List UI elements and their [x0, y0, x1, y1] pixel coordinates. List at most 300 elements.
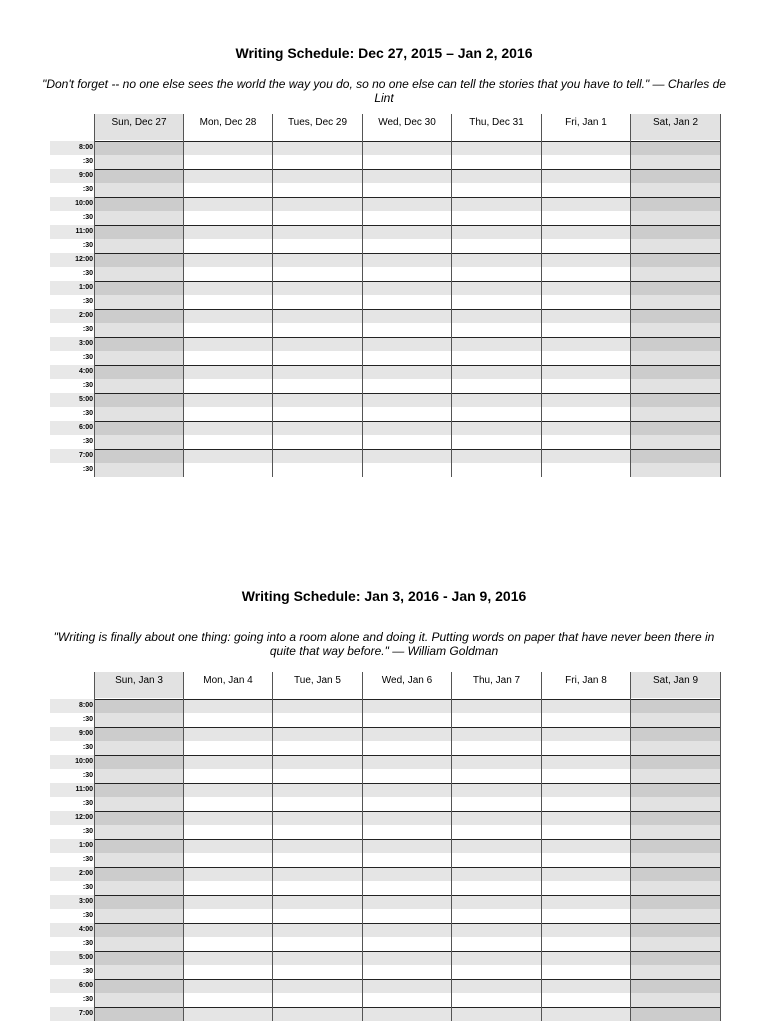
schedule-cell[interactable]: [631, 267, 720, 281]
schedule-cell[interactable]: [184, 769, 272, 783]
schedule-cell[interactable]: [363, 225, 451, 239]
schedule-cell[interactable]: [273, 993, 362, 1007]
schedule-cell[interactable]: [631, 965, 720, 979]
schedule-cell[interactable]: [95, 881, 183, 895]
schedule-cell[interactable]: [452, 839, 541, 853]
schedule-cell[interactable]: [542, 965, 630, 979]
schedule-cell[interactable]: [184, 309, 272, 323]
schedule-cell[interactable]: [363, 699, 451, 713]
schedule-cell[interactable]: [452, 825, 541, 839]
schedule-cell[interactable]: [452, 183, 541, 197]
schedule-cell[interactable]: [273, 225, 362, 239]
schedule-cell[interactable]: [95, 769, 183, 783]
schedule-cell[interactable]: [631, 755, 720, 769]
schedule-cell[interactable]: [184, 239, 272, 253]
schedule-cell[interactable]: [95, 909, 183, 923]
schedule-cell[interactable]: [452, 253, 541, 267]
schedule-cell[interactable]: [95, 281, 183, 295]
schedule-cell[interactable]: [452, 1007, 541, 1021]
schedule-cell[interactable]: [363, 727, 451, 741]
schedule-cell[interactable]: [452, 225, 541, 239]
schedule-cell[interactable]: [542, 713, 630, 727]
schedule-cell[interactable]: [452, 309, 541, 323]
schedule-cell[interactable]: [542, 881, 630, 895]
schedule-cell[interactable]: [363, 769, 451, 783]
schedule-cell[interactable]: [95, 1007, 183, 1021]
schedule-cell[interactable]: [95, 393, 183, 407]
schedule-cell[interactable]: [542, 253, 630, 267]
schedule-cell[interactable]: [363, 183, 451, 197]
schedule-cell[interactable]: [273, 853, 362, 867]
schedule-cell[interactable]: [273, 239, 362, 253]
schedule-cell[interactable]: [95, 923, 183, 937]
schedule-cell[interactable]: [452, 351, 541, 365]
schedule-cell[interactable]: [363, 825, 451, 839]
schedule-cell[interactable]: [631, 783, 720, 797]
schedule-cell[interactable]: [95, 351, 183, 365]
schedule-cell[interactable]: [631, 169, 720, 183]
schedule-cell[interactable]: [95, 295, 183, 309]
schedule-cell[interactable]: [542, 979, 630, 993]
schedule-cell[interactable]: [631, 337, 720, 351]
schedule-cell[interactable]: [631, 951, 720, 965]
schedule-cell[interactable]: [273, 713, 362, 727]
schedule-cell[interactable]: [184, 797, 272, 811]
schedule-cell[interactable]: [184, 979, 272, 993]
schedule-cell[interactable]: [452, 365, 541, 379]
schedule-cell[interactable]: [95, 951, 183, 965]
schedule-cell[interactable]: [184, 909, 272, 923]
schedule-cell[interactable]: [631, 197, 720, 211]
schedule-cell[interactable]: [273, 365, 362, 379]
schedule-cell[interactable]: [363, 853, 451, 867]
schedule-cell[interactable]: [452, 197, 541, 211]
schedule-cell[interactable]: [631, 1007, 720, 1021]
schedule-cell[interactable]: [363, 797, 451, 811]
schedule-cell[interactable]: [95, 169, 183, 183]
schedule-cell[interactable]: [363, 379, 451, 393]
schedule-cell[interactable]: [95, 727, 183, 741]
schedule-cell[interactable]: [542, 155, 630, 169]
schedule-cell[interactable]: [631, 797, 720, 811]
schedule-cell[interactable]: [452, 797, 541, 811]
schedule-cell[interactable]: [363, 155, 451, 169]
schedule-cell[interactable]: [631, 141, 720, 155]
schedule-cell[interactable]: [452, 993, 541, 1007]
schedule-cell[interactable]: [95, 755, 183, 769]
schedule-cell[interactable]: [363, 407, 451, 421]
schedule-cell[interactable]: [273, 951, 362, 965]
schedule-cell[interactable]: [95, 183, 183, 197]
schedule-cell[interactable]: [542, 225, 630, 239]
schedule-cell[interactable]: [363, 197, 451, 211]
schedule-cell[interactable]: [631, 699, 720, 713]
schedule-cell[interactable]: [363, 211, 451, 225]
schedule-cell[interactable]: [452, 323, 541, 337]
schedule-cell[interactable]: [363, 323, 451, 337]
schedule-cell[interactable]: [363, 337, 451, 351]
schedule-cell[interactable]: [184, 881, 272, 895]
schedule-cell[interactable]: [363, 951, 451, 965]
schedule-cell[interactable]: [184, 923, 272, 937]
schedule-cell[interactable]: [363, 365, 451, 379]
schedule-cell[interactable]: [363, 811, 451, 825]
schedule-cell[interactable]: [363, 881, 451, 895]
schedule-cell[interactable]: [273, 727, 362, 741]
schedule-cell[interactable]: [542, 379, 630, 393]
schedule-cell[interactable]: [542, 727, 630, 741]
schedule-cell[interactable]: [631, 825, 720, 839]
schedule-cell[interactable]: [184, 853, 272, 867]
schedule-cell[interactable]: [273, 421, 362, 435]
schedule-cell[interactable]: [184, 699, 272, 713]
schedule-cell[interactable]: [631, 365, 720, 379]
schedule-cell[interactable]: [542, 141, 630, 155]
schedule-cell[interactable]: [542, 909, 630, 923]
schedule-cell[interactable]: [95, 867, 183, 881]
schedule-cell[interactable]: [273, 1007, 362, 1021]
schedule-cell[interactable]: [452, 867, 541, 881]
schedule-cell[interactable]: [184, 421, 272, 435]
schedule-cell[interactable]: [542, 853, 630, 867]
schedule-cell[interactable]: [542, 449, 630, 463]
schedule-cell[interactable]: [363, 295, 451, 309]
schedule-cell[interactable]: [95, 993, 183, 1007]
schedule-cell[interactable]: [363, 393, 451, 407]
schedule-cell[interactable]: [631, 351, 720, 365]
schedule-cell[interactable]: [631, 253, 720, 267]
schedule-cell[interactable]: [452, 755, 541, 769]
schedule-cell[interactable]: [184, 811, 272, 825]
schedule-cell[interactable]: [542, 211, 630, 225]
schedule-cell[interactable]: [273, 741, 362, 755]
schedule-cell[interactable]: [542, 699, 630, 713]
schedule-cell[interactable]: [452, 169, 541, 183]
schedule-cell[interactable]: [363, 783, 451, 797]
schedule-cell[interactable]: [631, 281, 720, 295]
schedule-cell[interactable]: [273, 155, 362, 169]
schedule-cell[interactable]: [95, 421, 183, 435]
schedule-cell[interactable]: [631, 867, 720, 881]
schedule-cell[interactable]: [631, 839, 720, 853]
schedule-cell[interactable]: [273, 323, 362, 337]
schedule-cell[interactable]: [452, 141, 541, 155]
schedule-cell[interactable]: [542, 825, 630, 839]
schedule-cell[interactable]: [631, 225, 720, 239]
schedule-cell[interactable]: [184, 169, 272, 183]
schedule-cell[interactable]: [273, 895, 362, 909]
schedule-cell[interactable]: [273, 183, 362, 197]
schedule-cell[interactable]: [184, 295, 272, 309]
schedule-cell[interactable]: [542, 393, 630, 407]
schedule-cell[interactable]: [452, 267, 541, 281]
schedule-cell[interactable]: [631, 323, 720, 337]
schedule-cell[interactable]: [273, 979, 362, 993]
schedule-cell[interactable]: [184, 463, 272, 477]
schedule-cell[interactable]: [631, 183, 720, 197]
schedule-cell[interactable]: [95, 267, 183, 281]
schedule-cell[interactable]: [452, 211, 541, 225]
schedule-cell[interactable]: [542, 183, 630, 197]
schedule-cell[interactable]: [273, 937, 362, 951]
schedule-cell[interactable]: [452, 727, 541, 741]
schedule-cell[interactable]: [273, 839, 362, 853]
schedule-cell[interactable]: [273, 351, 362, 365]
schedule-cell[interactable]: [542, 463, 630, 477]
schedule-cell[interactable]: [363, 435, 451, 449]
schedule-cell[interactable]: [184, 407, 272, 421]
schedule-cell[interactable]: [184, 993, 272, 1007]
schedule-cell[interactable]: [95, 225, 183, 239]
schedule-cell[interactable]: [273, 197, 362, 211]
schedule-cell[interactable]: [452, 295, 541, 309]
schedule-cell[interactable]: [273, 379, 362, 393]
schedule-cell[interactable]: [273, 867, 362, 881]
schedule-cell[interactable]: [452, 783, 541, 797]
schedule-cell[interactable]: [631, 309, 720, 323]
schedule-cell[interactable]: [184, 937, 272, 951]
schedule-cell[interactable]: [452, 449, 541, 463]
schedule-cell[interactable]: [184, 435, 272, 449]
schedule-cell[interactable]: [273, 755, 362, 769]
schedule-cell[interactable]: [273, 811, 362, 825]
schedule-cell[interactable]: [363, 267, 451, 281]
schedule-cell[interactable]: [184, 965, 272, 979]
schedule-cell[interactable]: [452, 909, 541, 923]
schedule-cell[interactable]: [95, 407, 183, 421]
schedule-cell[interactable]: [273, 699, 362, 713]
schedule-cell[interactable]: [273, 435, 362, 449]
schedule-cell[interactable]: [95, 741, 183, 755]
schedule-cell[interactable]: [184, 867, 272, 881]
schedule-cell[interactable]: [363, 253, 451, 267]
schedule-cell[interactable]: [95, 797, 183, 811]
schedule-cell[interactable]: [631, 993, 720, 1007]
schedule-cell[interactable]: [184, 449, 272, 463]
schedule-cell[interactable]: [542, 769, 630, 783]
schedule-cell[interactable]: [363, 713, 451, 727]
schedule-cell[interactable]: [95, 937, 183, 951]
schedule-cell[interactable]: [631, 923, 720, 937]
schedule-cell[interactable]: [95, 211, 183, 225]
schedule-cell[interactable]: [631, 881, 720, 895]
schedule-cell[interactable]: [184, 197, 272, 211]
schedule-cell[interactable]: [184, 783, 272, 797]
schedule-cell[interactable]: [452, 699, 541, 713]
schedule-cell[interactable]: [95, 379, 183, 393]
schedule-cell[interactable]: [542, 951, 630, 965]
schedule-cell[interactable]: [542, 937, 630, 951]
schedule-cell[interactable]: [363, 937, 451, 951]
schedule-cell[interactable]: [95, 155, 183, 169]
schedule-cell[interactable]: [95, 811, 183, 825]
schedule-cell[interactable]: [184, 1007, 272, 1021]
schedule-cell[interactable]: [184, 379, 272, 393]
schedule-cell[interactable]: [363, 463, 451, 477]
schedule-cell[interactable]: [542, 1007, 630, 1021]
schedule-cell[interactable]: [273, 337, 362, 351]
schedule-cell[interactable]: [184, 225, 272, 239]
schedule-cell[interactable]: [452, 463, 541, 477]
schedule-cell[interactable]: [452, 895, 541, 909]
schedule-cell[interactable]: [95, 699, 183, 713]
schedule-cell[interactable]: [631, 155, 720, 169]
schedule-cell[interactable]: [363, 979, 451, 993]
schedule-cell[interactable]: [363, 867, 451, 881]
schedule-cell[interactable]: [273, 825, 362, 839]
schedule-cell[interactable]: [542, 923, 630, 937]
schedule-cell[interactable]: [273, 965, 362, 979]
schedule-cell[interactable]: [542, 337, 630, 351]
schedule-cell[interactable]: [631, 295, 720, 309]
schedule-cell[interactable]: [542, 323, 630, 337]
schedule-cell[interactable]: [452, 979, 541, 993]
schedule-cell[interactable]: [542, 867, 630, 881]
schedule-cell[interactable]: [184, 895, 272, 909]
schedule-cell[interactable]: [542, 993, 630, 1007]
schedule-cell[interactable]: [452, 741, 541, 755]
schedule-cell[interactable]: [184, 713, 272, 727]
schedule-cell[interactable]: [273, 141, 362, 155]
schedule-cell[interactable]: [542, 407, 630, 421]
schedule-cell[interactable]: [95, 853, 183, 867]
schedule-cell[interactable]: [95, 253, 183, 267]
schedule-cell[interactable]: [273, 267, 362, 281]
schedule-cell[interactable]: [95, 309, 183, 323]
schedule-cell[interactable]: [542, 295, 630, 309]
schedule-cell[interactable]: [542, 169, 630, 183]
schedule-cell[interactable]: [631, 979, 720, 993]
schedule-cell[interactable]: [542, 895, 630, 909]
schedule-cell[interactable]: [363, 239, 451, 253]
schedule-cell[interactable]: [95, 435, 183, 449]
schedule-cell[interactable]: [184, 253, 272, 267]
schedule-cell[interactable]: [452, 811, 541, 825]
schedule-cell[interactable]: [363, 351, 451, 365]
schedule-cell[interactable]: [184, 727, 272, 741]
schedule-cell[interactable]: [631, 239, 720, 253]
schedule-cell[interactable]: [363, 993, 451, 1007]
schedule-cell[interactable]: [452, 281, 541, 295]
schedule-cell[interactable]: [95, 825, 183, 839]
schedule-cell[interactable]: [363, 421, 451, 435]
schedule-cell[interactable]: [452, 937, 541, 951]
schedule-cell[interactable]: [452, 421, 541, 435]
schedule-cell[interactable]: [95, 323, 183, 337]
schedule-cell[interactable]: [631, 211, 720, 225]
schedule-cell[interactable]: [542, 281, 630, 295]
schedule-cell[interactable]: [273, 449, 362, 463]
schedule-cell[interactable]: [542, 365, 630, 379]
schedule-cell[interactable]: [631, 421, 720, 435]
schedule-cell[interactable]: [273, 909, 362, 923]
schedule-cell[interactable]: [631, 407, 720, 421]
schedule-cell[interactable]: [452, 155, 541, 169]
schedule-cell[interactable]: [95, 839, 183, 853]
schedule-cell[interactable]: [631, 393, 720, 407]
schedule-cell[interactable]: [184, 393, 272, 407]
schedule-cell[interactable]: [95, 239, 183, 253]
schedule-cell[interactable]: [363, 755, 451, 769]
schedule-cell[interactable]: [363, 169, 451, 183]
schedule-cell[interactable]: [184, 267, 272, 281]
schedule-cell[interactable]: [184, 351, 272, 365]
schedule-cell[interactable]: [542, 421, 630, 435]
schedule-cell[interactable]: [273, 211, 362, 225]
schedule-cell[interactable]: [542, 267, 630, 281]
schedule-cell[interactable]: [542, 435, 630, 449]
schedule-cell[interactable]: [184, 323, 272, 337]
schedule-cell[interactable]: [452, 713, 541, 727]
schedule-cell[interactable]: [452, 853, 541, 867]
schedule-cell[interactable]: [542, 239, 630, 253]
schedule-cell[interactable]: [184, 183, 272, 197]
schedule-cell[interactable]: [542, 309, 630, 323]
schedule-cell[interactable]: [363, 909, 451, 923]
schedule-cell[interactable]: [452, 965, 541, 979]
schedule-cell[interactable]: [95, 141, 183, 155]
schedule-cell[interactable]: [452, 923, 541, 937]
schedule-cell[interactable]: [273, 295, 362, 309]
schedule-cell[interactable]: [273, 169, 362, 183]
schedule-cell[interactable]: [542, 811, 630, 825]
schedule-cell[interactable]: [184, 141, 272, 155]
schedule-cell[interactable]: [273, 407, 362, 421]
schedule-cell[interactable]: [95, 713, 183, 727]
schedule-cell[interactable]: [542, 839, 630, 853]
schedule-cell[interactable]: [452, 393, 541, 407]
schedule-cell[interactable]: [631, 379, 720, 393]
schedule-cell[interactable]: [95, 197, 183, 211]
schedule-cell[interactable]: [631, 909, 720, 923]
schedule-cell[interactable]: [542, 351, 630, 365]
schedule-cell[interactable]: [452, 881, 541, 895]
schedule-cell[interactable]: [273, 309, 362, 323]
schedule-cell[interactable]: [363, 309, 451, 323]
schedule-cell[interactable]: [95, 337, 183, 351]
schedule-cell[interactable]: [542, 783, 630, 797]
schedule-cell[interactable]: [452, 239, 541, 253]
schedule-cell[interactable]: [542, 797, 630, 811]
schedule-cell[interactable]: [452, 951, 541, 965]
schedule-cell[interactable]: [631, 449, 720, 463]
schedule-cell[interactable]: [273, 783, 362, 797]
schedule-cell[interactable]: [363, 1007, 451, 1021]
schedule-cell[interactable]: [95, 965, 183, 979]
schedule-cell[interactable]: [452, 407, 541, 421]
schedule-cell[interactable]: [452, 337, 541, 351]
schedule-cell[interactable]: [631, 769, 720, 783]
schedule-cell[interactable]: [184, 155, 272, 169]
schedule-cell[interactable]: [542, 755, 630, 769]
schedule-cell[interactable]: [95, 463, 183, 477]
schedule-cell[interactable]: [631, 713, 720, 727]
schedule-cell[interactable]: [95, 449, 183, 463]
schedule-cell[interactable]: [95, 365, 183, 379]
schedule-cell[interactable]: [273, 463, 362, 477]
schedule-cell[interactable]: [273, 769, 362, 783]
schedule-cell[interactable]: [363, 449, 451, 463]
schedule-cell[interactable]: [184, 365, 272, 379]
schedule-cell[interactable]: [631, 853, 720, 867]
schedule-cell[interactable]: [363, 923, 451, 937]
schedule-cell[interactable]: [273, 281, 362, 295]
schedule-cell[interactable]: [452, 379, 541, 393]
schedule-cell[interactable]: [363, 141, 451, 155]
schedule-cell[interactable]: [631, 937, 720, 951]
schedule-cell[interactable]: [631, 811, 720, 825]
schedule-cell[interactable]: [184, 825, 272, 839]
